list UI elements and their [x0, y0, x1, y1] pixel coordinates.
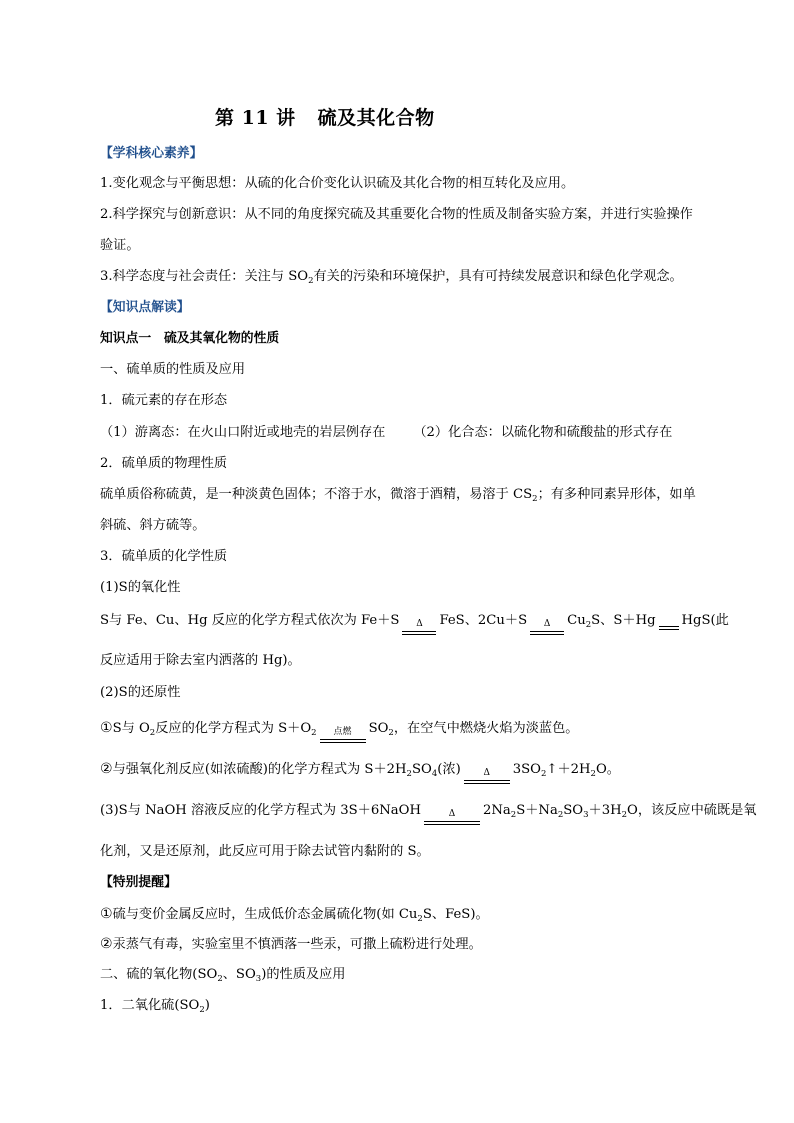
oxidizing-equation-line: S与 Fe、Cu、Hg 反应的化学方程式依次为 Fe＋S Δ FeS、2Cu＋S Δ $Cu_2S$、S＋Hg HgS(此	[100, 611, 729, 635]
physical-properties-heading: 2．硫单质的物理性质	[100, 456, 228, 471]
sulfur-forms-heading: 1．硫元素的存在形态	[100, 393, 228, 408]
naoh-reaction-line-2: 化剂，又是还原剂，此反应可用于除去试管内黏附的 S。	[100, 844, 430, 859]
reducing-heading: (2)S的还原性	[100, 685, 181, 700]
heat-condition-arrow: Δ	[464, 769, 510, 784]
section-1-heading: 一、硫单质的性质及应用	[100, 362, 246, 377]
ignite-condition-arrow: 点燃	[320, 728, 366, 743]
core-item-1: 1.变化观念与平衡思想：从硫的化合价变化认识硫及其化合物的相互转化及应用。	[100, 176, 575, 191]
tip-item-2: ②汞蒸气有毒，实验室里不慎洒落一些汞，可撒上硫粉进行处理。	[100, 936, 482, 952]
oxidizing-heading: (1)S的氧化性	[100, 580, 181, 595]
physical-properties-line-1: 硫单质俗称硫黄，是一种淡黄色固体；不溶于水，微溶于酒精，易溶于 $CS_2$；有多种同素异形体，如单	[100, 487, 696, 504]
knowledge-heading: 【知识点解读】	[100, 300, 190, 315]
oxidizing-note: 反应适用于除去室内洒落的 Hg)。	[100, 653, 301, 668]
equals-sign	[659, 626, 679, 630]
heat-condition-arrow: Δ	[530, 620, 564, 635]
reducing-item-2: ②与强氧化剂反应(如浓硫酸)的化学方程式为 $S+2H_2SO_4$(浓) Δ $3SO_2↑+2H_2O$。	[100, 759, 620, 784]
lesson-topic: 硫及其化合物	[317, 107, 435, 129]
core-item-2-cont: 验证。	[100, 238, 140, 253]
chemical-properties-heading: 3．硫单质的化学性质	[100, 549, 228, 564]
page-title	[215, 103, 435, 130]
core-literacy-heading: 【学科核心素养】	[100, 146, 203, 161]
physical-properties-line-2: 斜硫、斜方硫等。	[100, 518, 206, 533]
core-item-2: 2.科学探究与创新意识：从不同的角度探究硫及其重要化合物的性质及制备实验方案，并进行实验操作	[100, 207, 693, 222]
naoh-reaction-line-1: (3)S与 NaOH 溶液反应的化学方程式为 3S＋6NaOH Δ $2Na_2S+Na_2SO_3+3H_2O$，该反应中硫既是氧	[100, 801, 757, 825]
sulfur-forms-line: （1）游离态：在火山口附近或地壳的岩层例存在 （2）化合态：以硫化物和硫酸盐的形式存在	[100, 425, 673, 440]
lesson-number: 第 11 讲	[215, 107, 296, 129]
knowledge-point-1: 知识点一 硫及其氧化物的性质	[100, 331, 280, 346]
heat-condition-arrow: Δ	[424, 810, 480, 825]
section-2-heading: 二、硫的氧化物($SO_2$、$SO_3$)的性质及应用	[100, 967, 346, 984]
so2-heading: 1．二氧化硫$(SO_2)$	[100, 998, 210, 1015]
tip-item-1: ①硫与变价金属反应时，生成低价态金属硫化物(如 $Cu_2S$、FeS)。	[100, 906, 489, 924]
heat-condition-arrow: Δ	[402, 620, 436, 635]
reducing-item-1: ①S与 $O_2$反应的化学方程式为 $S+O_2$ 点燃 $SO_2$，在空气中燃烧火焰为淡蓝色。	[100, 718, 578, 743]
special-tip-heading: 【特别提醒】	[100, 875, 177, 890]
core-item-3: 3.科学态度与社会责任：关注与 $SO_2$有关的污染和环境保护，具有可持续发展意识和绿色化学观念。	[100, 269, 683, 286]
